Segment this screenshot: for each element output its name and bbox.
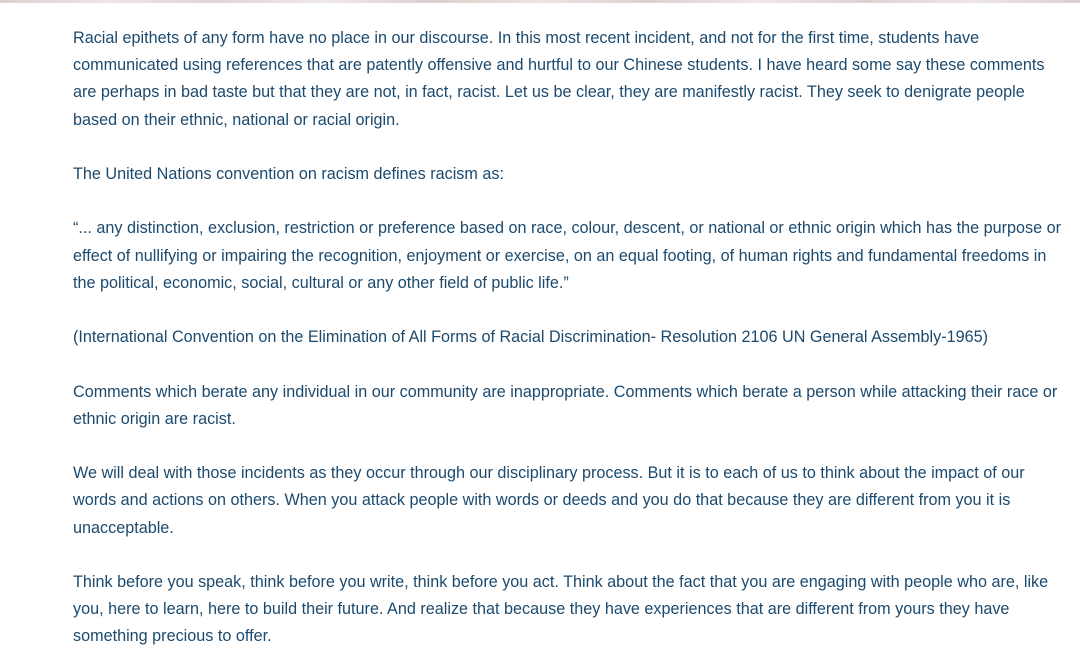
paragraph-un-convention-intro: The United Nations convention on racism defines racism as: (73, 165, 504, 183)
top-edge-strip (0, 0, 1080, 3)
paragraph-think-before: Think before you speak, think before you write, think before you act. Think about the fact that you are engaging with people who are, like you, here to learn, here to build their future. And realize that because they have experiences that are different from yours they have something precious to offer. (73, 572, 1049, 646)
letter-body (73, 25, 1063, 651)
paragraph-un-definition-quote: “... any distinction, exclusion, restriction or preference based on race, colour, descent, or national or ethnic origin which has the purpose or effect of nullifying or impairing the recognition, enjoyment or exercise, on an equal footing, of human rights and fundamental freedoms in the political, economic, social, cultural or any other field of public life.” (73, 219, 1061, 292)
paragraph-comments-berate: Comments which berate any individual in our community are inappropriate. Comments which berate a person while attacking their race or ethnic origin are racist. (73, 382, 1058, 428)
paragraph-citation: (International Convention on the Elimination of All Forms of Racial Discrimination- Resolution 2106 UN General Assembly-1965) (73, 328, 989, 347)
paragraph-racial-epithets: Racial epithets of any form have no place in our discourse. In this most recent incident, and not for the first time, students have communicated using references that are patently offensive and hurtful to our Chinese students. I have heard some say these comments are perhaps in bad taste but that they are not, in fact, racist. Let us be clear, they are manifestly racist. They seek to denigrate people based on their ethnic, national or racial origin. (73, 29, 1045, 129)
paragraph-disciplinary-process: We will deal with those incidents as they occur through our disciplinary process. But it is to each of us to think about the impact of our words and actions on others. When you attack people with words or deeds and you do that because they are different from you it is unacceptable. (73, 464, 1025, 537)
